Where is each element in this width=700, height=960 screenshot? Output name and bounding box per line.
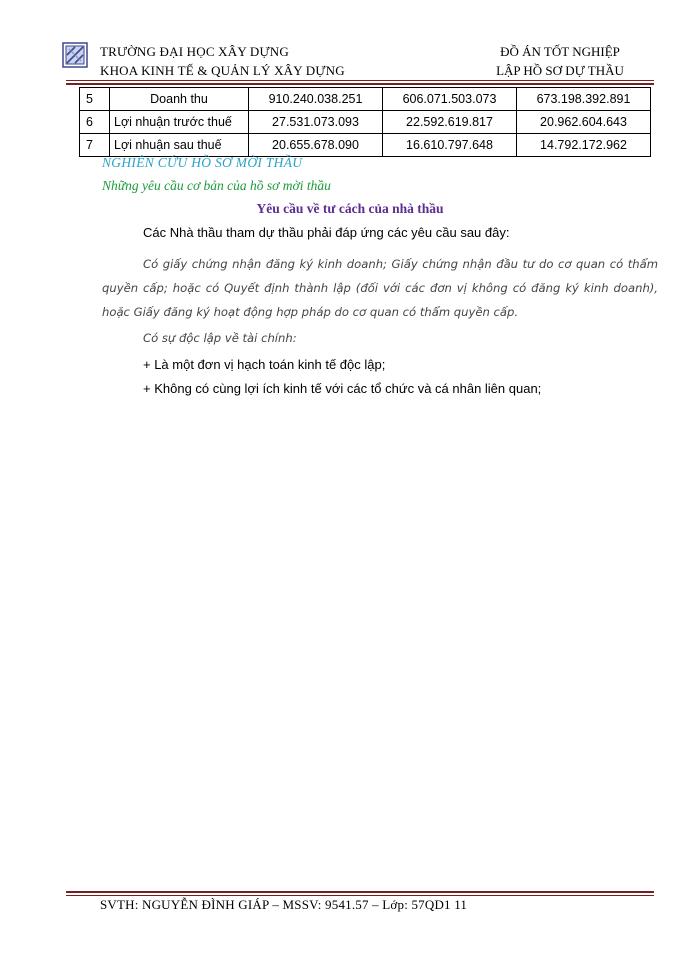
value-cell: 27.531.073.093 — [249, 111, 383, 134]
table-row — [80, 88, 651, 111]
university-logo-icon — [62, 42, 88, 68]
footer-divider-thick — [66, 891, 654, 893]
row-number: 6 — [80, 111, 110, 134]
header-divider-thick — [66, 83, 654, 85]
value-cell: 16.610.797.648 — [383, 134, 517, 157]
value-cell: 22.592.619.817 — [383, 111, 517, 134]
bullet-item: + Là một đơn vị hạch toán kinh tế độc lập; — [143, 357, 386, 372]
value-cell: 606.071.503.073 — [383, 88, 517, 111]
financial-table — [79, 87, 651, 157]
header-left — [100, 42, 345, 80]
subsection-heading: Những yêu cầu cơ bản của hồ sơ mời thầu — [102, 178, 331, 193]
header-right — [480, 42, 640, 80]
intro-text: Các Nhà thầu tham dự thầu phải đáp ứng các yêu cầu sau đây: — [143, 225, 510, 240]
row-number: 7 — [80, 134, 110, 157]
value-cell: 673.198.392.891 — [517, 88, 651, 111]
header-divider-thin — [66, 80, 654, 81]
row-label: Lợi nhuận trước thuế — [110, 111, 249, 134]
requirement-heading: Yêu cầu về tư cách của nhà thầu — [256, 201, 444, 216]
table-row — [80, 111, 651, 134]
row-label: Lợi nhuận sau thuế — [110, 134, 249, 157]
financial-independence-heading: Có sự độc lập về tài chính: — [143, 331, 297, 345]
row-label: Doanh thu — [110, 88, 249, 111]
table-row — [80, 134, 651, 157]
university-name: TRƯỜNG ĐẠI HỌC XÂY DỰNG — [100, 44, 289, 59]
license-paragraph: Có giấy chứng nhận đăng ký kinh doanh; Giấy chứng nhận đầu tư do cơ quan có thẩm quyền cấp; hoặc có Quyết định thành lập (đối với các đơn vị không có đăng ký kinh doanh), hoặc Giấy đăng ký hoạt động hợp pháp do cơ quan có thẩm quyền cấp. — [102, 257, 658, 319]
value-cell: 20.655.678.090 — [249, 134, 383, 157]
section-heading: NGHIÊN CỨU HỒ SƠ MỜI THẦU — [102, 155, 303, 170]
value-cell: 910.240.038.251 — [249, 88, 383, 111]
value-cell: 20.962.604.643 — [517, 111, 651, 134]
row-number: 5 — [80, 88, 110, 111]
faculty-name: KHOA KINH TẾ & QUẢN LÝ XÂY DỰNG — [100, 63, 345, 78]
footer-student-info: SVTH: NGUYỄN ĐÌNH GIÁP – MSSV: 9541.57 – Lớp: 57QD1 11 — [100, 897, 468, 912]
bullet-item: + Không có cùng lợi ích kinh tế với các tổ chức và cá nhân liên quan; — [143, 381, 542, 396]
value-cell: 14.792.172.962 — [517, 134, 651, 157]
project-type: ĐỒ ÁN TỐT NGHIỆP — [500, 44, 620, 59]
project-title: LẬP HỒ SƠ DỰ THẦU — [496, 63, 624, 78]
footer-divider-thin — [66, 895, 654, 896]
